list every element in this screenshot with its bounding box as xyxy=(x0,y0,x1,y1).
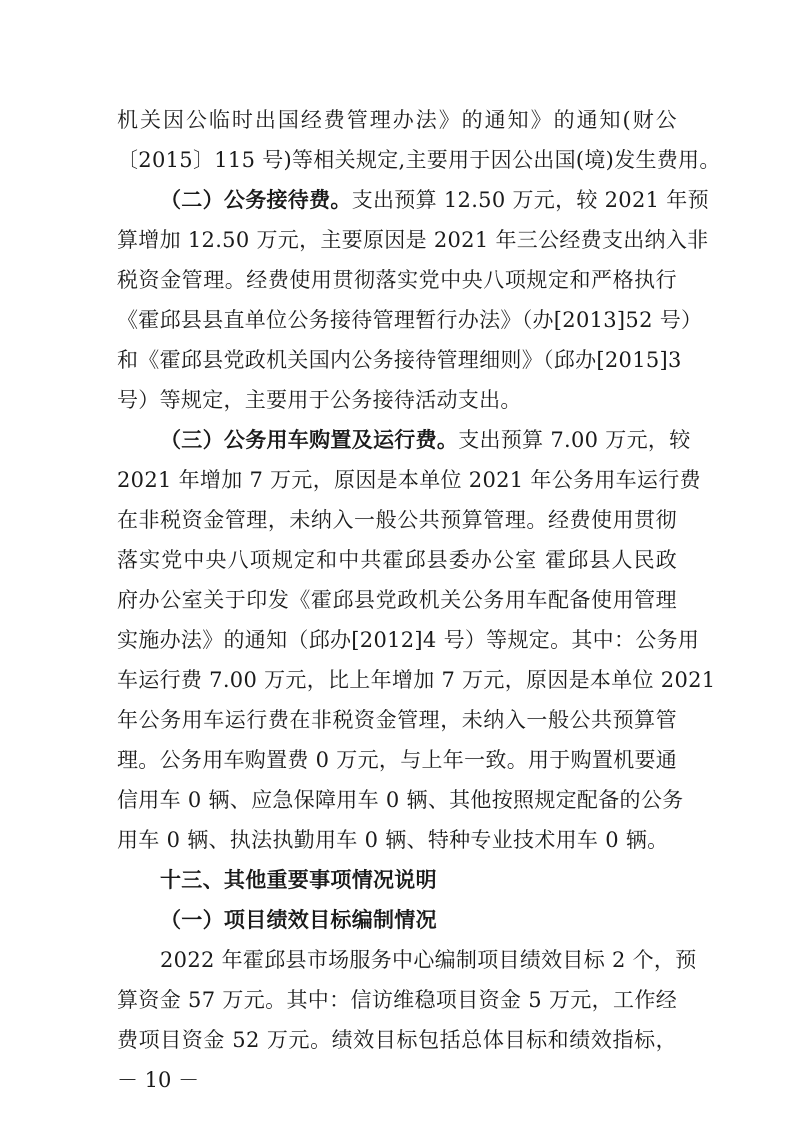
body-line-4: 算增加 12.50 万元，主要原因是 2021 年三公经费支出纳入非 xyxy=(117,228,709,252)
body-line-6: 《霍邱县县直单位公务接待管理暂行办法》（办[2013]52 号） xyxy=(117,308,703,332)
body-line-19: 用车 0 辆、执法执勤用车 0 辆、特种专业技术用车 0 辆。 xyxy=(117,828,669,852)
body-line-15: 车运行费 7.00 万元，比上年增加 7 万元，原因是本单位 2021 xyxy=(117,668,716,692)
section-heading-13: 十三、其他重要事项情况说明 xyxy=(160,868,437,892)
body-line-2: 〔2015〕115 号)等相关规定,主要用于因公出国(境)发生费用。 xyxy=(117,148,721,172)
body-text: 支出预算 7.00 万元，较 xyxy=(458,428,691,452)
body-line-18: 信用车 0 辆、应急保障用车 0 辆、其他按照规定配备的公务 xyxy=(117,788,684,812)
body-line-1: 机关因公临时出国经费管理办法》的通知》的通知(财公 xyxy=(117,108,677,132)
subheading-vehicle-fee: （三）公务用车购置及运行费。 xyxy=(160,428,459,452)
subheading-performance-goals: （一）项目绩效目标编制情况 xyxy=(160,908,437,932)
body-text: 支出预算 12.50 万元，较 2021 年预 xyxy=(351,188,709,212)
body-line-22: 2022 年霍邱县市场服务中心编制项目绩效目标 2 个，预 xyxy=(160,948,697,972)
body-line-5: 税资金管理。经费使用贯彻落实党中央八项规定和严格执行 xyxy=(117,268,677,292)
body-line-11: 在非税资金管理，未纳入一般公共预算管理。经费使用贯彻 xyxy=(117,508,677,532)
body-line-13: 府办公室关于印发《霍邱县党政机关公务用车配备使用管理 xyxy=(117,588,677,612)
body-line-23: 算资金 57 万元。其中：信访维稳项目资金 5 万元，工作经 xyxy=(117,988,677,1012)
body-line-16: 年公务用车运行费在非税资金管理，未纳入一般公共预算管 xyxy=(117,708,677,732)
subheading-reception-fee: （二）公务接待费。 xyxy=(160,188,352,212)
section-line-reception xyxy=(160,186,709,214)
body-line-7: 和《霍邱县党政机关国内公务接待管理细则》（邱办[2015]3 xyxy=(117,348,682,372)
body-line-14: 实施办法》的通知（邱办[2012]4 号）等规定。其中：公务用 xyxy=(117,628,700,652)
body-line-24: 费项目资金 52 万元。绩效目标包括总体目标和绩效指标， xyxy=(117,1028,677,1052)
body-line-8: 号）等规定，主要用于公务接待活动支出。 xyxy=(117,388,522,412)
section-line-vehicle xyxy=(160,426,691,454)
body-line-12: 落实党中央八项规定和中共霍邱县委办公室 霍邱县人民政 xyxy=(117,548,677,572)
page-number: － 10 － xyxy=(117,1068,200,1092)
body-line-17: 理。公务用车购置费 0 万元，与上年一致。用于购置机要通 xyxy=(117,748,678,772)
body-line-10: 2021 年增加 7 万元，原因是本单位 2021 年公务用车运行费 xyxy=(117,468,701,492)
